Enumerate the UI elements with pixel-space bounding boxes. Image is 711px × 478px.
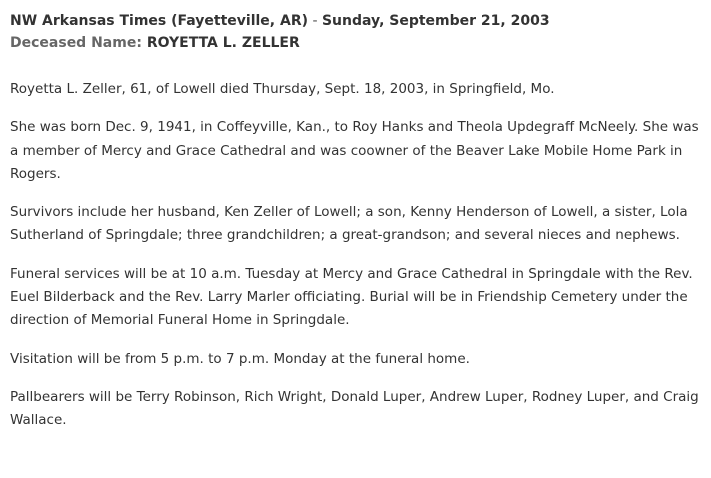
obituary-paragraph: She was born Dec. 9, 1941, in Coffeyville, Kan., to Roy Hanks and Theola Updegraff McNeely. She was a member of Mercy and Grace Cathedral and was coowner of the Beaver Lake Mobile Home Park in Rogers. [10,119,699,182]
publication-date: Sunday, September 21, 2003 [321,13,550,29]
deceased-name-line [10,32,703,54]
newspaper-name: NW Arkansas Times (Fayetteville, AR) [10,13,309,29]
obituary-paragraph: Funeral services will be at 10 a.m. Tuesday at Mercy and Grace Cathedral in Springdale with the Rev. Euel Bilderback and the Rev. Larry Marler officiating. Burial will be in Friendship Cemetery under the direction of Memorial Funeral Home in Springdale. [10,265,693,329]
deceased-label: Deceased Name: [10,35,142,51]
obituary-paragraph: Survivors include her husband, Ken Zeller of Lowell; a son, Kenny Henderson of Lowell, a sister, Lola Sutherland of Springdale; three grandchildren; a great-grandson; and several nieces and nephews. [10,204,688,244]
header-separator: - [308,13,322,29]
obituary-paragraph: Visitation will be from 5 p.m. to 7 p.m. Monday at the funeral home. [10,350,470,367]
obituary-body [10,78,703,433]
obituary-paragraph: Royetta L. Zeller, 61, of Lowell died Thursday, Sept. 18, 2003, in Springfield, Mo. [10,81,555,97]
publication-header [10,10,703,32]
deceased-name: ROYETTA L. ZELLER [146,35,300,51]
obituary-paragraph: Pallbearers will be Terry Robinson, Rich Wright, Donald Luper, Andrew Luper, Rodney Luper, and Craig Wallace. [10,388,699,429]
